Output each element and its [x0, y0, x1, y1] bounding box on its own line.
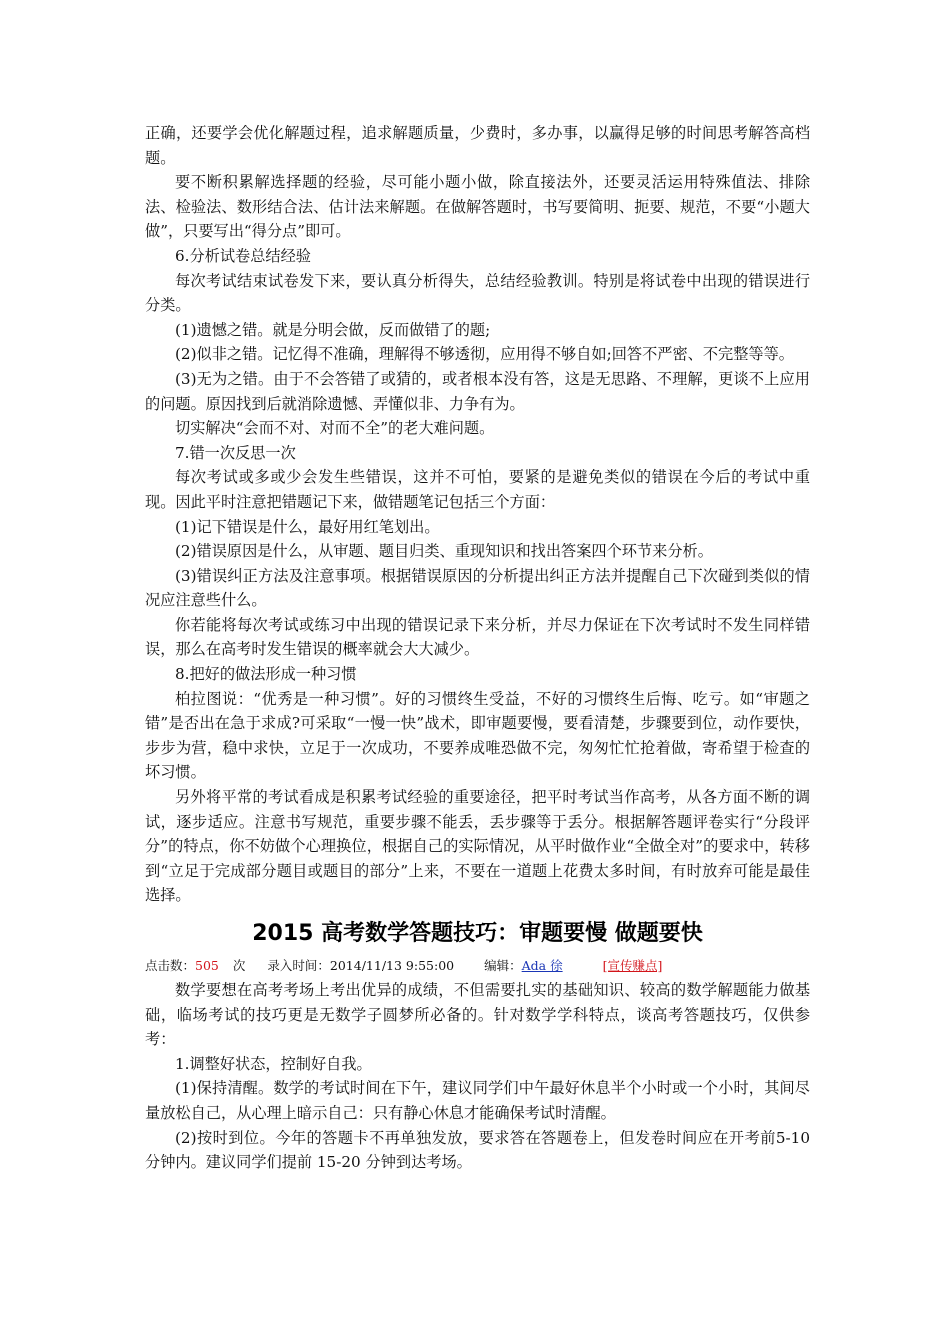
- article-meta: [145, 956, 810, 976]
- bottom-section: [145, 978, 810, 1175]
- paragraph: 正确，还要学会优化解题过程，追求解题质量，少费时，多办事，以赢得足够的时间思考解答高档题。: [145, 124, 810, 167]
- paragraph: (2)错误原因是什么，从审题、题目归类、重现知识和找出答案四个环节来分析。: [175, 542, 713, 561]
- paragraph: (1)遗憾之错。就是分明会做，反而做错了的题;: [175, 320, 491, 339]
- paragraph: 8.把好的做法形成一种习惯: [175, 665, 357, 684]
- paragraph: 数学要想在高考考场上考出优异的成绩，不但需要扎实的基础知识、较高的数学解题能力做基础，临场考试的技巧更是无数学子圆梦所必备的。针对数学学科特点，谈高考答题技巧，仅供参考：: [145, 981, 810, 1049]
- clicks-unit: 次: [232, 958, 246, 973]
- paragraph: (2)似非之错。记忆得不准确，理解得不够透彻，应用得不够自如;回答不严密、不完整等等。: [175, 345, 794, 364]
- article-title: 2015 高考数学答题技巧：审题要慢 做题要快: [252, 921, 703, 946]
- document-content: [145, 121, 810, 1175]
- paragraph: 1.调整好状态，控制好自我。: [175, 1054, 372, 1073]
- time-label: 录入时间：: [267, 958, 330, 973]
- paragraph: 每次考试或多或少会发生些错误，这并不可怕，要紧的是避免类似的错误在今后的考试中重现。因此平时注意把错题记下来，做错题笔记包括三个方面：: [145, 468, 810, 511]
- paragraph: 每次考试结束试卷发下来，要认真分析得失，总结经验教训。特别是将试卷中出现的错误进行分类。: [145, 271, 810, 315]
- paragraph: (2)按时到位。今年的答题卡不再单独发放，要求答在答题卷上，但发卷时间应在开考前5-10 分钟内。建议同学们提前 15-20 分钟到达考场。: [145, 1128, 810, 1172]
- top-section: [145, 121, 810, 908]
- paragraph: 你若能将每次考试或练习中出现的错误记录下来分析，并尽力保证在下次考试时不发生同样错误，那么在高考时发生错误的概率就会大大减少。: [145, 615, 810, 659]
- clicks-count: 505: [195, 958, 219, 973]
- paragraph: (3)无为之错。由于不会答错了或猜的，或者根本没有答，这是无思路、不理解，更谈不上应用的问题。原因找到后就消除遗憾、弄懂似非、力争有为。: [145, 369, 810, 413]
- paragraph: 7.错一次反思一次: [175, 443, 296, 462]
- paragraph: 6.分析试卷总结经验: [175, 246, 311, 265]
- promo-link[interactable]: [宣传赚点]: [602, 958, 663, 973]
- editor-link[interactable]: Ada 徐: [521, 958, 563, 973]
- paragraph: (1)记下错误是什么，最好用红笔划出。: [175, 517, 440, 536]
- paragraph: (3)错误纠正方法及注意事项。根据错误原因的分析提出纠正方法并提醒自己下次碰到类似的情况应注意些什么。: [145, 566, 810, 610]
- paragraph: 另外将平常的考试看成是积累考试经验的重要途径，把平时考试当作高考，从各方面不断的调试，逐步适应。注意书写规范，重要步骤不能丢，丢步骤等于丢分。根据解答题评卷实行“分段评分”的特点，你不妨做个心理换位，根据自己的实际情况，从平时做作业“全做全对”的要求中，转移到“立足于完成部分题目或题目的部分”上来，不要在一道题上花费太多时间，有时放弃可能是最佳选择。: [145, 788, 810, 905]
- paragraph: (1)保持清醒。数学的考试时间在下午，建议同学们中午最好休息半个小时或一个小时，其间尽量放松自己，从心理上暗示自己：只有静心休息才能确保考试时清醒。: [145, 1079, 810, 1122]
- clicks-label: 点击数：: [145, 958, 196, 973]
- editor-label: 编辑：: [484, 958, 522, 973]
- paragraph: 柏拉图说：“优秀是一种习惯”。好的习惯终生受益，不好的习惯终生后悔、吃亏。如“审题之错”是否出在急于求成?可采取“一慢一快”战术，即审题要慢，要看清楚，步骤要到位，动作要快，步步为营，稳中求快，立足于一次成功，不要养成唯恐做不完，匆匆忙忙抢着做，寄希望于检查的坏习惯。: [145, 689, 810, 782]
- time-value: 2014/11/13 9:55:00: [329, 958, 455, 973]
- paragraph: 要不断积累解选择题的经验，尽可能小题小做，除直接法外，还要灵活运用特殊值法、排除法、检验法、数形结合法、估计法来解题。在做解答题时，书写要简明、扼要、规范，不要“小题大做”，只要写出“得分点”即可。: [145, 173, 810, 241]
- paragraph: 切实解决“会而不对、对而不全”的老大难问题。: [175, 419, 495, 438]
